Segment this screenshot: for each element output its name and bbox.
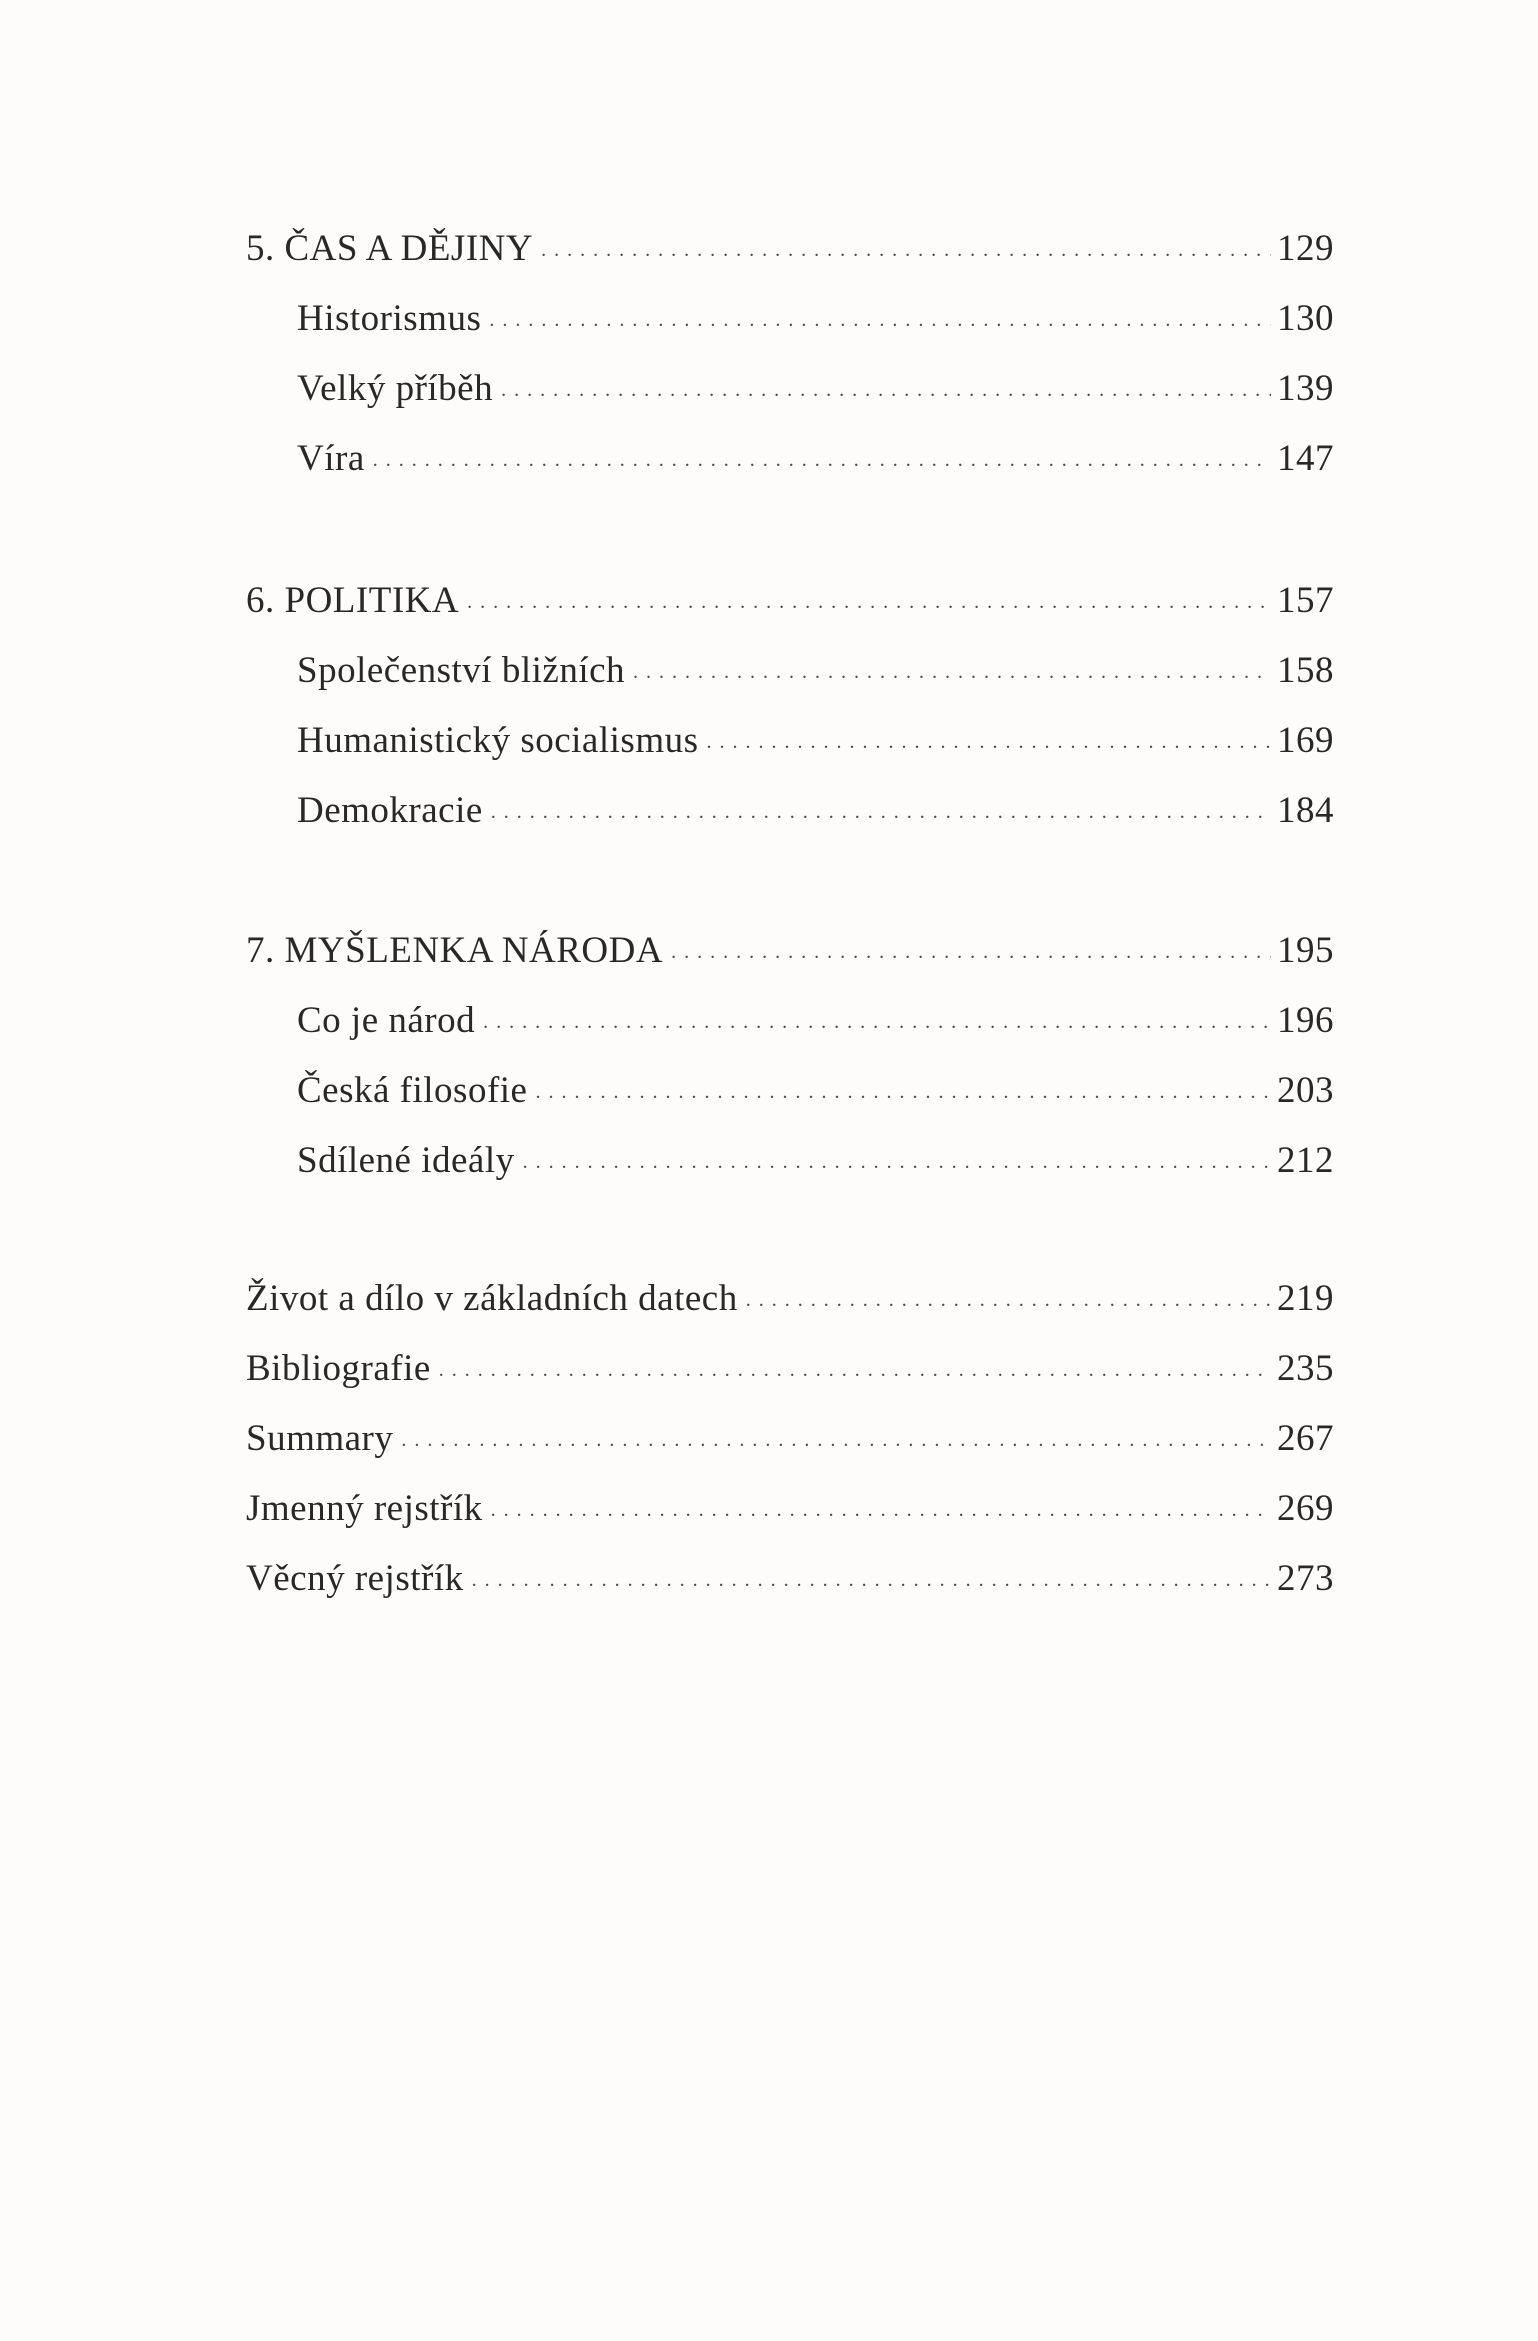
toc-entry[interactable] [297,988,1334,1041]
toc-page-number: 203 [1277,1070,1334,1111]
toc-page-number: 147 [1277,438,1334,479]
dot-leader [373,426,1271,470]
toc-page-number: 169 [1277,720,1334,761]
dot-leader [401,1406,1271,1450]
toc-entry[interactable] [297,356,1334,409]
toc-entry[interactable] [297,778,1334,831]
toc-entry-title: Summary [246,1418,394,1459]
dot-leader [523,1128,1271,1172]
toc-entry-title: 7. MYŠLENKA NÁRODA [246,930,664,971]
toc-page-number: 269 [1277,1488,1334,1529]
toc-entry[interactable] [297,638,1334,691]
toc-entry-title: 6. POLITIKA [246,580,460,621]
dot-leader [671,918,1271,962]
toc-page-number: 195 [1277,930,1334,971]
toc-entry-title: Víra [297,438,365,479]
dot-leader [483,988,1271,1032]
dot-leader [467,568,1271,612]
toc-entry-title: Bibliografie [246,1348,431,1389]
toc-entry[interactable] [297,286,1334,339]
toc-chapter-5[interactable] [246,216,1334,269]
toc-entry-title: Život a dílo v základních datech [246,1278,738,1319]
toc-page-number: 235 [1277,1348,1334,1389]
toc-entry[interactable] [297,1128,1334,1181]
dot-leader [489,286,1271,330]
toc-page-number: 267 [1277,1418,1334,1459]
toc-appendix-entry[interactable] [246,1476,1334,1529]
toc-entry[interactable] [297,1058,1334,1111]
toc-entry[interactable] [297,708,1334,761]
dot-leader [439,1336,1271,1380]
toc-page-number: 273 [1277,1558,1334,1599]
toc-entry-title: Historismus [297,298,482,339]
toc-entry-title: Jmenný rejstřík [246,1488,483,1529]
toc-appendix-entry[interactable] [246,1266,1334,1319]
toc-appendix-entry[interactable] [246,1406,1334,1459]
toc-page-number: 130 [1277,298,1334,339]
dot-leader [707,708,1272,752]
toc-page-number: 157 [1277,580,1334,621]
dot-leader [633,638,1271,682]
toc-page-number: 184 [1277,790,1334,831]
dot-leader [472,1546,1271,1590]
toc-entry-title: Co je národ [297,1000,476,1041]
dot-leader [501,356,1271,400]
toc-appendix-entry[interactable] [246,1336,1334,1389]
toc-entry-title: Velký příběh [297,368,494,409]
dot-leader [491,1476,1271,1520]
toc-chapter-6[interactable] [246,568,1334,621]
toc-entry[interactable] [297,426,1334,479]
toc-page-number: 129 [1277,228,1334,269]
toc-page-number: 219 [1277,1278,1334,1319]
toc-page-number: 212 [1277,1140,1334,1181]
dot-leader [535,1058,1271,1102]
toc-entry-title: Demokracie [297,790,483,831]
toc-entry-title: Společenství bližních [297,650,626,691]
toc-entry-title: Věcný rejstřík [246,1558,464,1599]
toc-page-number: 139 [1277,368,1334,409]
toc-entry-title: Česká filosofie [297,1070,528,1111]
toc-chapter-7[interactable] [246,918,1334,971]
toc-appendix-entry[interactable] [246,1546,1334,1599]
dot-leader [491,778,1271,822]
toc-entry-title: Humanistický socialismus [297,720,699,761]
toc-entry-title: Sdílené ideály [297,1140,515,1181]
toc-page-number: 196 [1277,1000,1334,1041]
dot-leader [541,216,1271,260]
toc-page-number: 158 [1277,650,1334,691]
dot-leader [746,1266,1271,1310]
toc-entry-title: 5. ČAS A DĚJINY [246,228,534,269]
